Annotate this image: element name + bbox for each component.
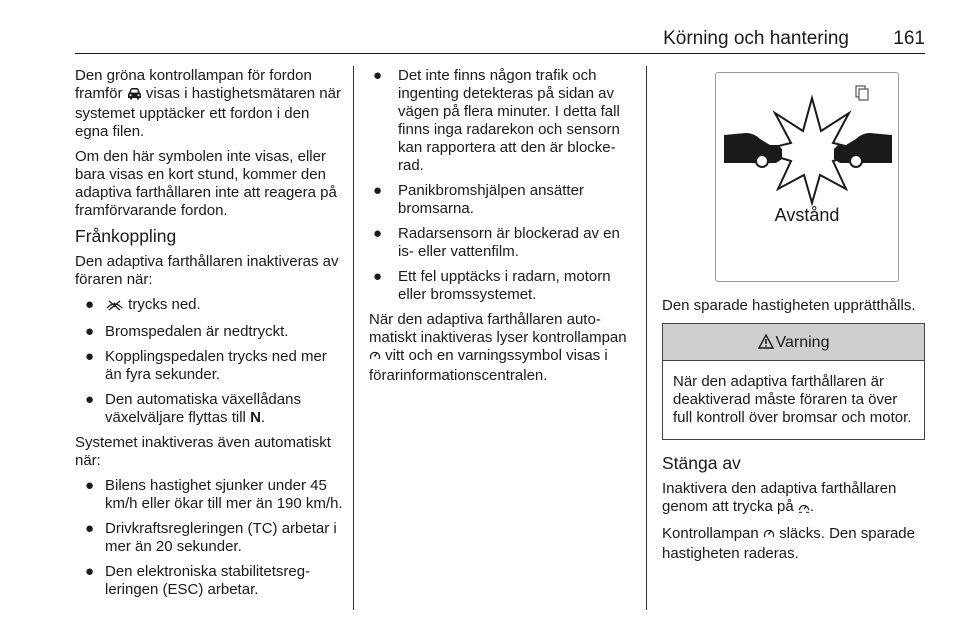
list-item: ● Bromspedalen är nedtryckt. bbox=[85, 323, 289, 340]
cruise-onoff-icon bbox=[798, 500, 810, 518]
paragraph-deactivate: Inaktivera den adaptiva farthållaren genom att trycka på . bbox=[662, 480, 925, 518]
distance-warning-figure bbox=[715, 72, 899, 282]
page-title: Körning och hantering bbox=[663, 28, 849, 49]
paragraph-auto-deactivated-lamp: När den adaptiva farthållaren automatiskt inaktiveras lyser kontrollampan vitt och en varningssymbol visas i förarinformationscentralen. bbox=[369, 311, 627, 384]
warning-box bbox=[662, 323, 925, 440]
list-auto-conditions bbox=[75, 477, 345, 599]
list-more-conditions bbox=[369, 67, 634, 304]
list-item: ● Panikbromshjälpen ansätter bromsarna. bbox=[373, 182, 584, 217]
list-item: ● Radarsensorn är blockerad av en is- eller vattenfilm. bbox=[373, 225, 620, 260]
list-driver-conditions bbox=[75, 296, 345, 427]
figure-label: Avstånd bbox=[774, 205, 840, 225]
list-item: ● Ett fel upptäcks i radarn, motorn eller bromssystemet. bbox=[373, 268, 611, 303]
list-item: ● trycks ned. bbox=[75, 296, 345, 316]
paragraph-symbol-not-shown: Om den här symbolen inte visas, eller bara visas en kort stund, kommer den adaptiva farthållaren inte att reagera på framförvarande fordon. bbox=[75, 148, 337, 219]
column-1 bbox=[75, 67, 345, 606]
list-item: ● Kopplingspedalen trycks ned mer än fyra sekunder. bbox=[85, 348, 327, 383]
car-left-icon bbox=[724, 133, 782, 167]
cruise-control-lamp-icon bbox=[369, 349, 381, 367]
warning-header: Varning bbox=[663, 324, 924, 361]
paragraph-driver-deactivates: Den adaptiva farthållaren inaktiveras av föraren när: bbox=[75, 253, 339, 288]
list-item: ● Den elektroniska stabilitetsregleringen (ESC) arbetar. bbox=[85, 563, 311, 598]
warning-text: När den adaptiva farthållaren är deaktiverad måste föraren ta över full kontroll över bromsar och motor. bbox=[673, 373, 912, 426]
list-item: ● Det inte finns någon trafik och ingenting detekteras på sidan av vägen på flera minuter. I detta fall finns inga radarekon och sensorn kan rapportera att den är blockerad. bbox=[373, 67, 620, 174]
car-right-icon bbox=[834, 133, 892, 167]
list-item: ● Bilens hastighet sjunker under 45 km/h eller ökar till mer än 190 km/h. bbox=[85, 477, 343, 512]
copy-icon bbox=[856, 86, 868, 100]
paragraph-green-lamp: Den gröna kontrollampan för fordon framför visas i hastighetsmätaren när systemet upptäcker ett fordon i den egna filen. bbox=[75, 67, 341, 140]
column-divider-2 bbox=[646, 66, 647, 610]
list-item: ● Drivkraftsregleringen (TC) arbetar i mer än 20 sekunder. bbox=[85, 520, 337, 555]
heading-disengage: Frånkoppling bbox=[75, 226, 177, 246]
cruise-control-lamp-icon bbox=[763, 527, 775, 545]
page-number: 161 bbox=[893, 28, 925, 49]
column-divider-1 bbox=[353, 66, 354, 610]
paragraph-auto-deactivates: Systemet inaktiveras även automatiskt när: bbox=[75, 434, 331, 469]
paragraph-lamp-off: Kontrollampan släcks. Den sparade hastigheten raderas. bbox=[662, 525, 915, 562]
heading-turn-off: Stänga av bbox=[662, 453, 741, 473]
warning-triangle-icon bbox=[758, 326, 774, 363]
column-3 bbox=[662, 67, 925, 570]
column-2 bbox=[369, 67, 634, 392]
paragraph-speed-kept: Den sparade hastigheten upprätthålls. bbox=[662, 297, 916, 314]
page-header bbox=[75, 28, 925, 54]
car-front-icon bbox=[127, 87, 142, 105]
list-item: ● Den automatiska växellådans växelväljare flyttas till N. bbox=[85, 391, 301, 426]
cruise-cancel-icon bbox=[105, 298, 124, 316]
header-divider bbox=[75, 53, 925, 54]
